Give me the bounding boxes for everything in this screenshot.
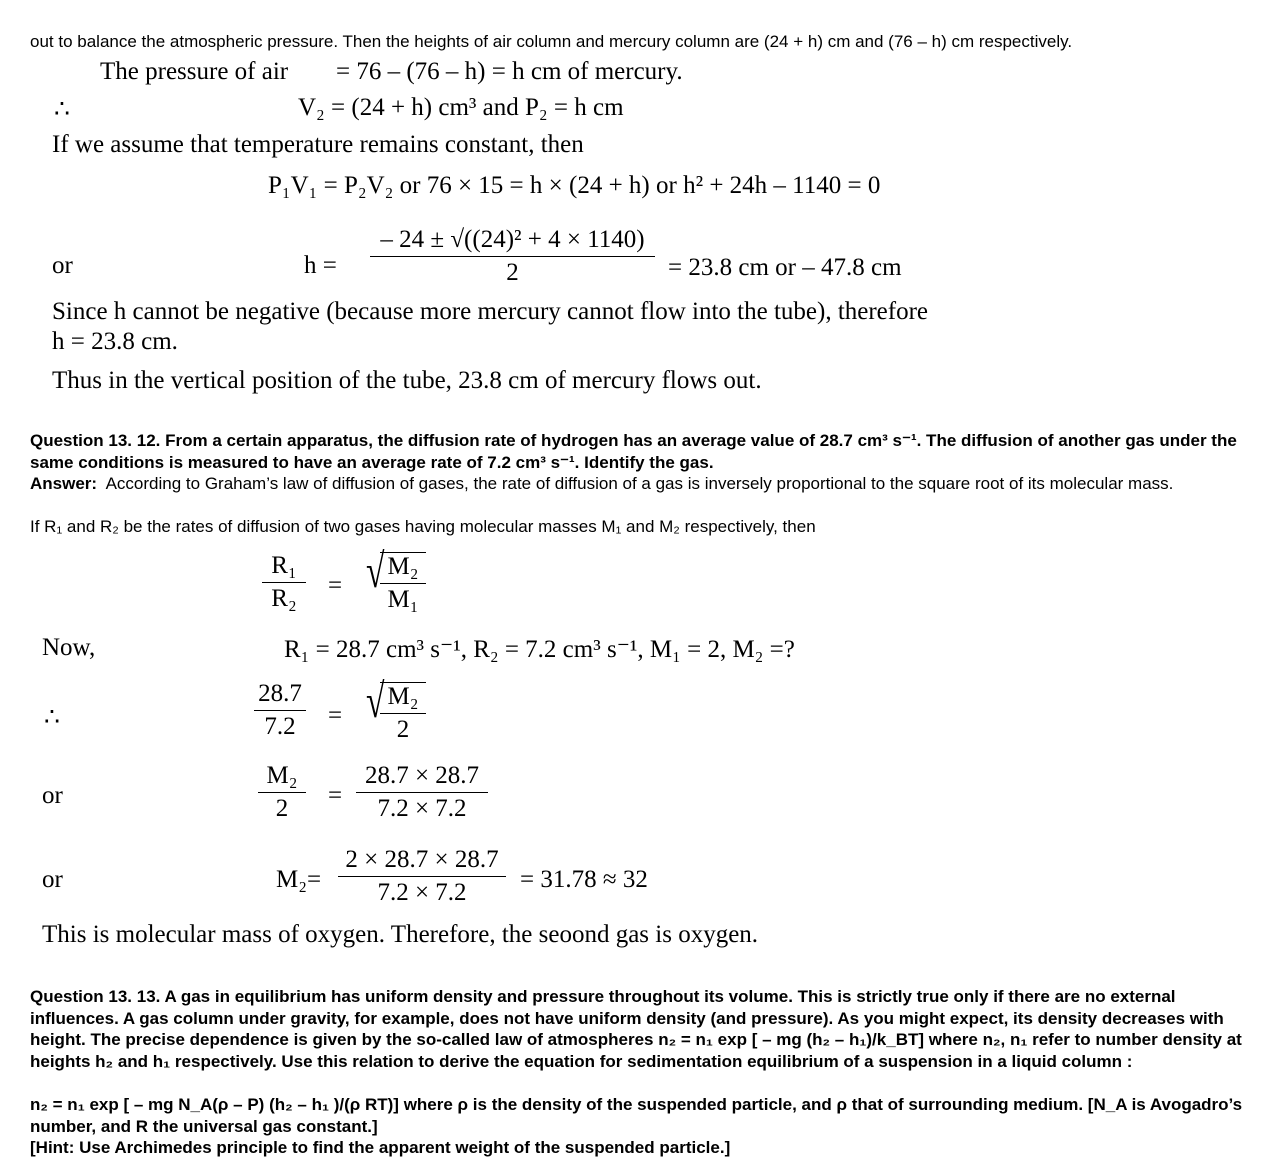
r1-symbol: R₁ — [271, 552, 297, 579]
mult-numerator: 28.7 × 28.7 — [364, 762, 480, 789]
ratio-r-fraction — [262, 552, 306, 613]
answer-label: Answer: — [30, 474, 98, 493]
now-label: Now, — [42, 634, 96, 661]
v2-expression: V₂ = (24 + h) cm³ and P₂ = h cm — [298, 94, 624, 121]
quadratic-fraction — [370, 226, 655, 287]
m2-over-2-fraction — [258, 762, 306, 823]
or-label-3: or — [42, 866, 63, 893]
final-denominator: 7.2 × 7.2 — [377, 879, 467, 906]
mult-denominator: 7.2 × 7.2 — [377, 795, 467, 822]
rate-ratio-fraction — [254, 680, 306, 741]
sqrt-symbol-1: √ — [365, 545, 385, 598]
quadratic-numerator: – 24 ± √((24)² + 4 × 1140) — [380, 226, 645, 253]
final-numerator: 2 × 28.7 × 28.7 — [345, 846, 499, 873]
question-13-13-equation: n₂ = n₁ exp [ – mg N_A(ρ – P) (h₂ – h₁ )/(ρ RT)] where ρ is the density of the suspended particle, and ρ that of surrounding medium. [N_A is Avogadro’s number, and R the universal gas constant.] — [30, 1095, 1243, 1136]
assume-line: If we assume that temperature remains constant, then — [52, 131, 584, 158]
fraction-bar — [254, 710, 306, 711]
h-equals: h = — [304, 252, 337, 279]
fraction-bar — [370, 256, 655, 257]
sqrt-symbol-2: √ — [365, 675, 385, 728]
conclusion-1: Thus in the vertical position of the tube, 23.8 cm of mercury flows out. — [52, 367, 762, 394]
m2-symbol: M₂ — [387, 683, 419, 710]
final-result: = 31.78 ≈ 32 — [520, 866, 648, 893]
final-fraction — [338, 846, 506, 907]
m2-symbol: M₂ — [266, 762, 298, 789]
therefore-symbol: ∴ — [54, 96, 70, 123]
pressure-expr: = 76 – (76 – h) = h cm of mercury. — [336, 58, 683, 85]
fraction-bar — [380, 713, 426, 714]
question-13-12: Question 13. 12. From a certain apparatus, the diffusion rate of hydrogen has an average value of 28.7 cm³ s⁻¹. The diffusion of another gas under the same conditions is measured to have an average rate of 7.2 cm³ s⁻¹. Identify the gas. — [30, 431, 1237, 472]
fraction-bar — [262, 582, 306, 583]
equals-sign-2: = — [328, 702, 343, 729]
fraction-bar — [380, 583, 426, 584]
fraction-bar — [356, 792, 488, 793]
m2-equals: M₂= — [276, 866, 322, 893]
multiplication-fraction — [356, 762, 488, 823]
or-label-2: or — [42, 782, 63, 809]
intro-line: out to balance the atmospheric pressure. Then the heights of air column and mercury column are (24 + h) cm and (76 – h) cm respectively. — [30, 32, 1073, 51]
h-value: h = 23.8 cm. — [52, 328, 178, 355]
sqrt-m2-over-2 — [380, 682, 426, 744]
denominator-2: 2 — [396, 716, 410, 743]
quadratic-result: = 23.8 cm or – 47.8 cm — [668, 254, 902, 281]
sqrt-m-fraction — [380, 552, 426, 614]
if-line: If R₁ and R₂ be the rates of diffusion of two gases having molecular masses M₁ and M₂ respectively, then — [30, 517, 816, 536]
numerator-28-7: 28.7 — [258, 680, 302, 707]
answer-13-12 — [30, 473, 1270, 495]
since-line: Since h cannot be negative (because more mercury cannot flow into the tube), therefore — [52, 298, 929, 325]
question-13-13-hint: [Hint: Use Archimedes principle to find the apparent weight of the suspended particle.] — [30, 1138, 731, 1157]
conclusion-2: This is molecular mass of oxygen. Therefore, the seoond gas is oxygen. — [42, 921, 759, 948]
or-label-1: or — [52, 252, 73, 279]
m2-symbol: M₂ — [387, 553, 419, 580]
question-13-13-body: Question 13. 13. A gas in equilibrium has uniform density and pressure throughout its volume. This is strictly true only if there are no external influences. A gas column under gravity, for example, does not have uniform density (and pressure). As you might expect, its density decreases with height. The precise dependence is given by the so-called law of atmospheres n₂ = n₁ exp [ – mg (h₂ – h₁)/k_BT] where n₂, n₁ refer to number density at heights h₂ and h₁ respectively. Use this relation to derive the equation for sedimentation equilibrium of a suspension in a liquid column : — [30, 987, 1242, 1071]
denominator-2: 2 — [275, 795, 289, 822]
denominator-7-2: 7.2 — [264, 713, 296, 740]
fraction-bar — [338, 876, 506, 877]
equals-sign-1: = — [328, 572, 343, 599]
m1-symbol: M₁ — [387, 586, 419, 613]
answer-text: According to Graham’s law of diffusion of gases, the rate of diffusion of a gas is inversely proportional to the square root of its molecular mass. — [105, 474, 1174, 493]
boyle-equation: P₁V₁ = P₂V₂ or 76 × 15 = h × (24 + h) or h² + 24h – 1140 = 0 — [268, 172, 881, 199]
fraction-bar — [258, 792, 306, 793]
now-values: R₁ = 28.7 cm³ s⁻¹, R₂ = 7.2 cm³ s⁻¹, M₁ = 2, M₂ =? — [284, 636, 795, 663]
therefore-symbol-2: ∴ — [44, 704, 60, 731]
r2-symbol: R₂ — [271, 585, 297, 612]
equals-sign-3: = — [328, 782, 343, 809]
pressure-label: The pressure of air — [100, 58, 289, 85]
quadratic-denominator: 2 — [506, 259, 519, 286]
